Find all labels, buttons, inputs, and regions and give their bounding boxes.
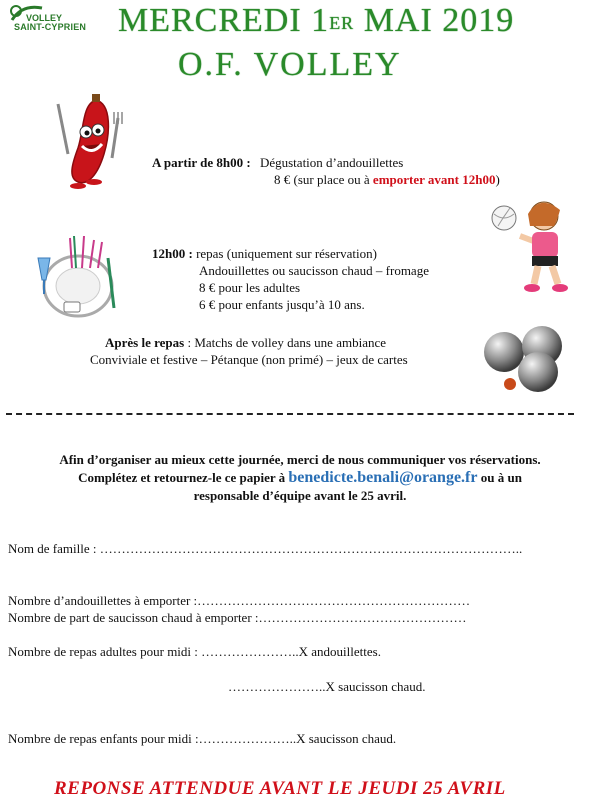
child-meals-field[interactable]: Nombre de repas enfants pour midi :…………………..X saucisson chaud.	[8, 731, 397, 746]
logo-text: VOLLEY	[26, 13, 63, 23]
after-meal-label: Après le repas	[105, 335, 185, 350]
club-logo	[2, 2, 102, 36]
petanque-balls-illustration	[480, 322, 580, 396]
reservation-intro: Afin d’organiser au mieux cette journée, merci de nous communiquer vos réservations.	[59, 452, 541, 467]
event-date-title: MERCREDI 1ER MAI 2019	[118, 2, 515, 39]
noon-section	[152, 246, 377, 262]
andouillettes-takeaway-field[interactable]: Nombre d’andouillettes à emporter :………………………………………………………	[8, 593, 471, 608]
club-name: SAINT-CYPRIEN	[14, 22, 87, 32]
after-meal-line1: Après le repas : Matchs de volley dans une ambiance	[105, 335, 387, 350]
contact-email: benedicte.benali@orange.fr	[288, 469, 478, 486]
saucisson-takeaway-field[interactable]: Nombre de part de saucisson chaud à emporter :…………………………………………	[8, 610, 467, 625]
event-subtitle: O.F. VOLLEY	[178, 46, 402, 83]
morning-section	[152, 155, 403, 171]
adult-meals-saucisson-field[interactable]: …………………..X saucisson chaud.	[228, 679, 426, 694]
volleyball-girl-illustration	[484, 196, 580, 296]
noon-time-label: 12h00 :	[152, 246, 193, 261]
table-setting-illustration	[28, 228, 128, 328]
sausage-mascot-illustration	[48, 94, 128, 190]
noon-line1: repas (uniquement sur réservation)	[192, 246, 377, 261]
morning-line1: Dégustation d’andouillettes	[259, 155, 404, 170]
volley-logo-icon	[2, 2, 102, 24]
adult-meals-field[interactable]: Nombre de repas adultes pour midi : …………………..X andouillettes.	[8, 644, 381, 659]
reservation-instructions: Complétez et retournez-le ce papier à benedicte.benali@orange.fr ou à un	[78, 469, 522, 486]
morning-time-label: A partir de 8h00 :	[152, 155, 251, 170]
noon-line2: Andouillettes ou saucisson chaud – fromage	[199, 263, 429, 278]
morning-line2: 8 € (sur place ou à emporter avant 12h00)	[274, 172, 500, 187]
noon-child-price: 6 € pour enfants jusqu’à 10 ans.	[199, 297, 365, 312]
after-meal-line2: Conviviale et festive – Pétanque (non primé) – jeux de cartes	[90, 352, 408, 367]
reservation-deadline: responsable d’équipe avant le 25 avril.	[193, 488, 407, 503]
separator-line	[6, 413, 574, 415]
family-name-field[interactable]: Nom de famille : ……………………………………………………………………………………..	[8, 541, 523, 556]
response-deadline-footer: REPONSE ATTENDUE AVANT LE JEUDI 25 AVRIL	[54, 778, 506, 799]
takeaway-highlight: emporter avant 12h00	[372, 172, 496, 187]
noon-adult-price: 8 € pour les adultes	[199, 280, 301, 295]
